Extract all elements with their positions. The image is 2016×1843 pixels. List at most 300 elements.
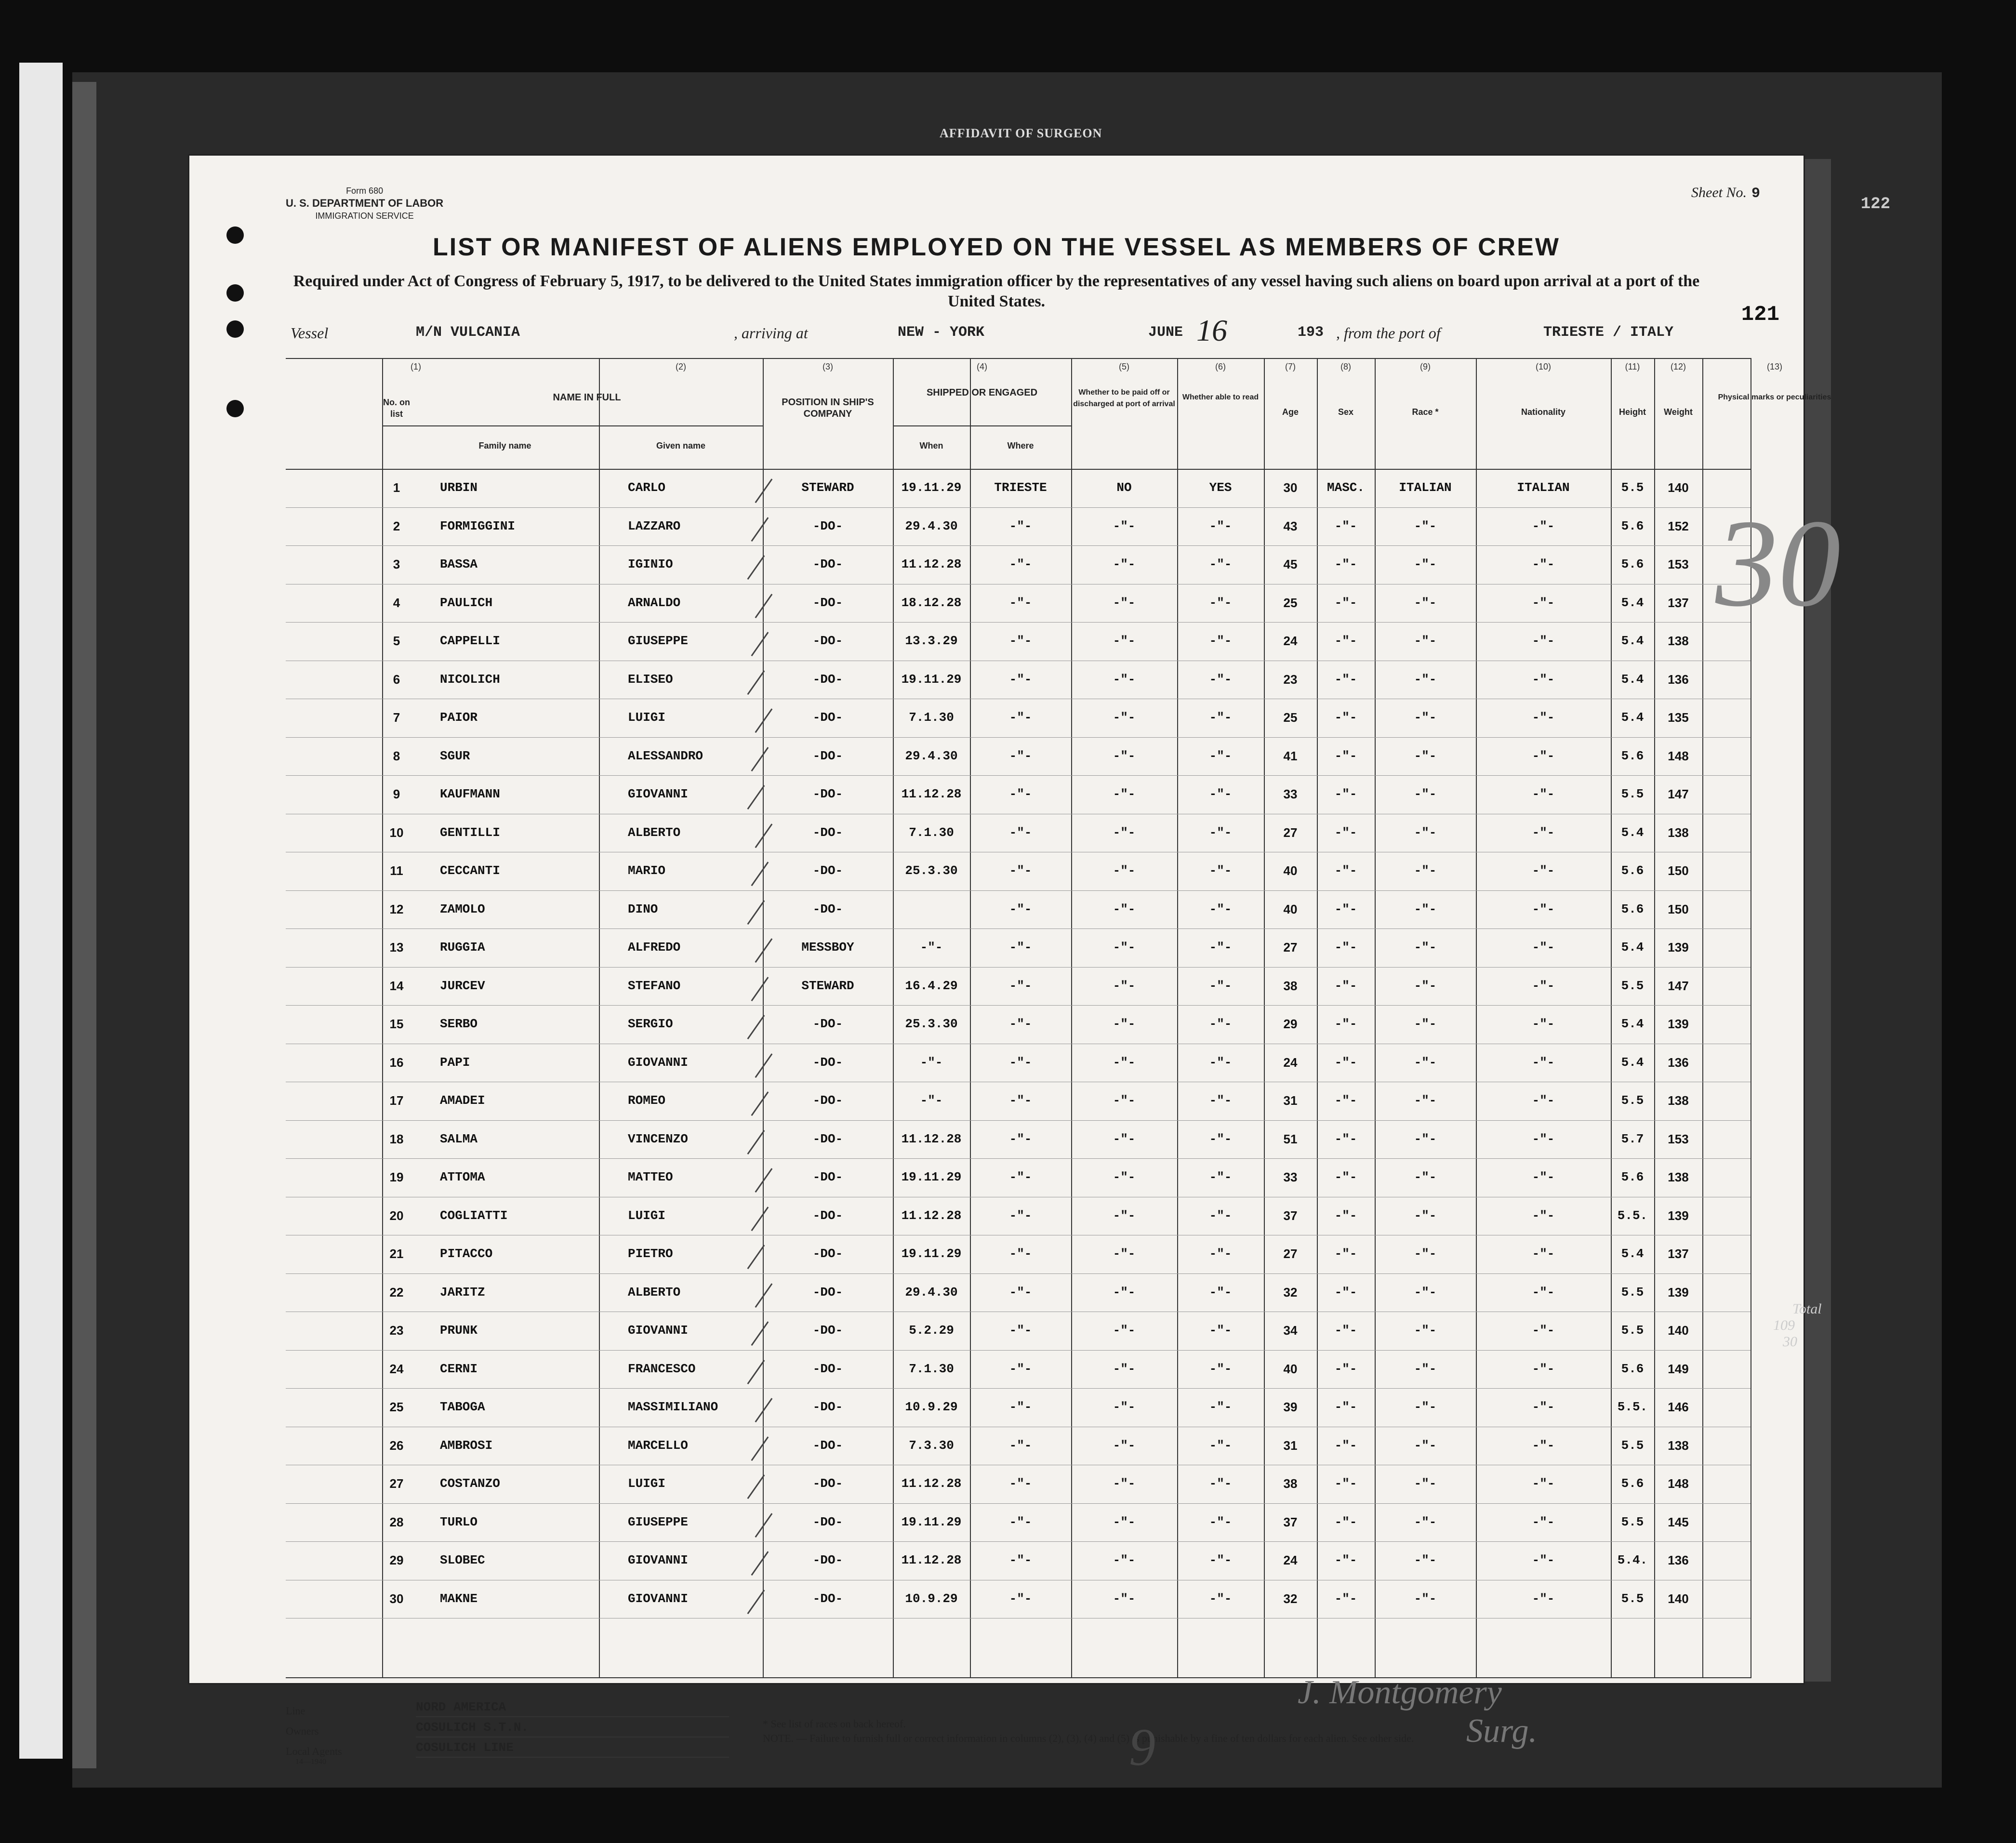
cell-paid: -"-	[1113, 748, 1136, 763]
cell-family: GENTILLI	[440, 825, 500, 840]
cell-height: 5.5.	[1617, 1400, 1648, 1414]
cell-family: SGUR	[440, 748, 470, 763]
cell-read: -"-	[1209, 1591, 1232, 1606]
cell-given: SERGIO	[628, 1017, 673, 1031]
cell-family: URBIN	[440, 480, 478, 495]
subheader-rule	[893, 425, 1071, 426]
cell-read: YES	[1209, 480, 1232, 495]
header-race: Race *	[1412, 407, 1439, 417]
cell-where: -"-	[1009, 787, 1032, 801]
cell-no: 15	[389, 1017, 404, 1031]
cell-race: -"-	[1414, 1438, 1437, 1453]
cell-given: DINO	[628, 902, 658, 916]
cell-sex: -"-	[1334, 634, 1357, 648]
cell-read: -"-	[1209, 978, 1232, 993]
cell-where: -"-	[1009, 1361, 1032, 1376]
cell-age: 32	[1283, 1285, 1298, 1299]
cell-age: 45	[1283, 557, 1298, 571]
header-rule	[286, 469, 1751, 470]
cell-no: 11	[390, 863, 403, 878]
cell-where: -"-	[1009, 1476, 1032, 1491]
cell-race: -"-	[1414, 1055, 1437, 1070]
cell-sex: -"-	[1334, 1400, 1357, 1414]
cell-position: -DO-	[812, 1208, 843, 1223]
cell-position: -DO-	[812, 1514, 843, 1529]
from-value: TRIESTE / ITALY	[1543, 324, 1674, 341]
cell-given: GIUSEPPE	[628, 634, 688, 648]
cell-paid: -"-	[1113, 672, 1136, 687]
cell-race: -"-	[1414, 748, 1437, 763]
cell-age: 31	[1283, 1438, 1298, 1453]
cell-position: -DO-	[812, 1131, 843, 1146]
line-value: NORD AMERICA	[416, 1700, 506, 1714]
cell-race: -"-	[1414, 863, 1437, 878]
cell-when: 7.1.30	[909, 825, 954, 840]
cell-paid: -"-	[1113, 1246, 1136, 1261]
column-number: (11)	[1625, 362, 1640, 371]
cell-position: -DO-	[812, 557, 843, 571]
cell-nat: -"-	[1532, 1323, 1555, 1338]
cell-read: -"-	[1209, 1285, 1232, 1299]
agents-label: Local Agents	[286, 1745, 342, 1757]
cell-nat: -"-	[1532, 863, 1555, 878]
punch-hole	[226, 320, 244, 338]
cell-age: 37	[1283, 1208, 1298, 1223]
cell-paid: -"-	[1113, 710, 1136, 725]
cell-race: -"-	[1414, 1591, 1437, 1606]
cell-paid: -"-	[1113, 1285, 1136, 1299]
cell-sex: -"-	[1334, 1055, 1357, 1070]
cell-when: 25.3.30	[905, 1017, 958, 1031]
cell-position: -DO-	[812, 672, 843, 687]
cell-no: 13	[389, 940, 404, 955]
cell-age: 39	[1283, 1400, 1298, 1414]
cell-sex: -"-	[1334, 1514, 1357, 1529]
cell-weight: 140	[1668, 480, 1689, 495]
cell-given: LAZZARO	[628, 518, 681, 533]
row-rule	[286, 507, 1751, 508]
vessel-line	[291, 313, 1760, 348]
page-title: LIST OR MANIFEST OF ALIENS EMPLOYED ON THE VESSEL AS MEMBERS OF CREW	[433, 233, 1560, 261]
punch-hole	[226, 226, 244, 244]
cell-no: 19	[389, 1170, 404, 1184]
cell-paid: -"-	[1113, 1514, 1136, 1529]
cell-nat: -"-	[1532, 1400, 1555, 1414]
cell-when: 7.1.30	[909, 710, 954, 725]
binding-edge	[72, 82, 96, 1768]
cell-family: SALMA	[440, 1131, 478, 1146]
agents-underline	[416, 1757, 729, 1758]
cell-weight: 147	[1668, 787, 1689, 801]
cell-when: 13.3.29	[905, 634, 958, 648]
cell-age: 34	[1283, 1323, 1298, 1338]
cell-age: 25	[1283, 710, 1298, 725]
cell-sex: -"-	[1334, 1017, 1357, 1031]
cell-race: -"-	[1414, 1553, 1437, 1567]
column-number: (8)	[1340, 362, 1351, 371]
row-rule	[286, 1350, 1751, 1351]
cell-age: 43	[1283, 518, 1298, 533]
cell-when: 29.4.30	[905, 1285, 958, 1299]
cell-where: -"-	[1009, 595, 1032, 610]
cell-height: 5.6	[1621, 518, 1644, 533]
cell-nat: -"-	[1532, 1361, 1555, 1376]
cell-when: -"-	[920, 940, 943, 955]
cell-race: -"-	[1414, 1208, 1437, 1223]
cell-position: -DO-	[812, 1553, 843, 1567]
cell-weight: 147	[1668, 978, 1689, 993]
cell-nat: -"-	[1532, 787, 1555, 801]
subheader-rule	[382, 425, 763, 426]
cell-weight: 137	[1668, 1246, 1689, 1261]
cell-where: -"-	[1009, 557, 1032, 571]
cell-where: -"-	[1009, 1208, 1032, 1223]
header-height: Height	[1619, 407, 1646, 417]
cell-when: 18.12.28	[901, 595, 962, 610]
cell-age: 31	[1283, 1093, 1298, 1108]
cell-age: 40	[1283, 902, 1298, 916]
cell-read: -"-	[1209, 1017, 1232, 1031]
cell-sex: -"-	[1334, 518, 1357, 533]
cell-age: 38	[1283, 978, 1298, 993]
cell-race: -"-	[1414, 1246, 1437, 1261]
agents-value: COSULICH LINE	[416, 1740, 514, 1755]
header-where: Where	[1007, 441, 1034, 451]
cell-nat: -"-	[1532, 1591, 1555, 1606]
cell-age: 24	[1283, 1055, 1298, 1070]
cell-read: -"-	[1209, 1170, 1232, 1184]
header-rule	[286, 358, 1751, 359]
cell-sex: -"-	[1334, 902, 1357, 916]
cell-nat: -"-	[1532, 1131, 1555, 1146]
cell-nat: -"-	[1532, 1476, 1555, 1491]
cell-race: -"-	[1414, 787, 1437, 801]
pencil-mark: 9	[1129, 1718, 1155, 1777]
cell-weight: 139	[1668, 940, 1689, 955]
cell-height: 5.4	[1621, 1017, 1644, 1031]
cell-weight: 136	[1668, 1553, 1689, 1567]
cell-no: 29	[389, 1553, 404, 1567]
cell-position: -DO-	[812, 748, 843, 763]
cell-no: 30	[389, 1591, 404, 1606]
cell-sex: -"-	[1334, 787, 1357, 801]
cell-race: -"-	[1414, 1323, 1437, 1338]
cell-weight: 153	[1668, 557, 1689, 571]
cell-given: GIOVANNI	[628, 1591, 688, 1606]
vessel-label: Vessel	[291, 324, 329, 342]
cell-age: 33	[1283, 787, 1298, 801]
cell-given: IGINIO	[628, 557, 673, 571]
cell-when: 10.9.29	[905, 1400, 958, 1414]
cell-when: 11.12.28	[901, 557, 962, 571]
cell-age: 51	[1283, 1131, 1298, 1146]
row-rule	[286, 928, 1751, 929]
cell-where: -"-	[1009, 1553, 1032, 1567]
cell-race: -"-	[1414, 902, 1437, 916]
service-name: IMMIGRATION SERVICE	[315, 211, 414, 221]
cell-position: -DO-	[812, 1591, 843, 1606]
cell-weight: 153	[1668, 1131, 1689, 1146]
cell-height: 5.6	[1621, 902, 1644, 916]
cell-position: -DO-	[812, 1093, 843, 1108]
cell-position: -DO-	[812, 1055, 843, 1070]
cell-when: -"-	[920, 1055, 943, 1070]
cell-family: RUGGIA	[440, 940, 485, 955]
cell-given: ALBERTO	[628, 825, 681, 840]
cell-position: -DO-	[812, 1438, 843, 1453]
line-label: Line	[286, 1705, 305, 1717]
cell-nat: -"-	[1532, 1093, 1555, 1108]
date-month: JUNE	[1148, 324, 1183, 341]
cell-nat: -"-	[1532, 595, 1555, 610]
cell-nat: -"-	[1532, 1285, 1555, 1299]
cell-weight: 138	[1668, 1438, 1689, 1453]
cell-height: 5.4	[1621, 634, 1644, 648]
cell-age: 23	[1283, 672, 1298, 687]
cell-race: -"-	[1414, 940, 1437, 955]
cell-where: -"-	[1009, 748, 1032, 763]
cell-paid: -"-	[1113, 1017, 1136, 1031]
cell-sex: -"-	[1334, 978, 1357, 993]
cell-sex: -"-	[1334, 710, 1357, 725]
cell-when: 5.2.29	[909, 1323, 954, 1338]
cell-when: 11.12.28	[901, 1476, 962, 1491]
cell-no: 2	[393, 518, 400, 533]
cell-nat: -"-	[1532, 748, 1555, 763]
cell-position: -DO-	[812, 1400, 843, 1414]
form-code: 14—1940	[295, 1758, 326, 1766]
affidavit-heading: AFFIDAVIT OF SURGEON	[940, 126, 1102, 140]
header-when: When	[919, 441, 943, 451]
cell-where: -"-	[1009, 825, 1032, 840]
cell-family: PAPI	[440, 1055, 470, 1070]
cell-sex: -"-	[1334, 825, 1357, 840]
owners-label: Owners	[286, 1725, 319, 1737]
cell-sex: -"-	[1334, 940, 1357, 955]
vessel-value: M/N VULCANIA	[416, 324, 520, 341]
cell-read: -"-	[1209, 1055, 1232, 1070]
cell-sex: -"-	[1334, 1208, 1357, 1223]
cell-sex: -"-	[1334, 557, 1357, 571]
cell-given: STEFANO	[628, 978, 681, 993]
cell-where: -"-	[1009, 634, 1032, 648]
cell-race: ITALIAN	[1399, 480, 1452, 495]
cell-nat: -"-	[1532, 1246, 1555, 1261]
cell-nat: -"-	[1532, 1438, 1555, 1453]
cell-given: VINCENZO	[628, 1131, 688, 1146]
cell-no: 16	[389, 1055, 404, 1070]
stamped-number: 121	[1741, 303, 1779, 327]
cell-position: -DO-	[812, 787, 843, 801]
column-number: (10)	[1535, 362, 1551, 371]
cell-position: -DO-	[812, 1323, 843, 1338]
cell-where: -"-	[1009, 1323, 1032, 1338]
cell-read: -"-	[1209, 1553, 1232, 1567]
cell-no: 25	[389, 1400, 404, 1414]
cell-where: -"-	[1009, 1514, 1032, 1529]
cell-when: 11.12.28	[901, 1208, 962, 1223]
cell-sex: -"-	[1334, 1170, 1357, 1184]
row-rule	[286, 545, 1751, 546]
cell-paid: -"-	[1113, 1208, 1136, 1223]
cell-where: -"-	[1009, 940, 1032, 955]
cell-nat: -"-	[1532, 978, 1555, 993]
cell-family: PITACCO	[440, 1246, 493, 1261]
cell-given: MATTEO	[628, 1170, 673, 1184]
cell-read: -"-	[1209, 672, 1232, 687]
cell-sex: -"-	[1334, 1438, 1357, 1453]
header-physical: Physical marks or peculiarities	[1718, 393, 1831, 401]
cell-when: 19.11.29	[901, 672, 962, 687]
cell-read: -"-	[1209, 1246, 1232, 1261]
cell-family: CECCANTI	[440, 863, 500, 878]
cell-nat: -"-	[1532, 940, 1555, 955]
cell-paid: -"-	[1113, 787, 1136, 801]
cell-given: CARLO	[628, 480, 666, 495]
column-rule	[1702, 358, 1703, 1678]
cell-given: ARNALDO	[628, 595, 681, 610]
cell-read: -"-	[1209, 518, 1232, 533]
cell-when: 19.11.29	[901, 1170, 962, 1184]
cell-when: 10.9.29	[905, 1591, 958, 1606]
row-rule	[286, 1541, 1751, 1542]
cell-race: -"-	[1414, 518, 1437, 533]
cell-given: FRANCESCO	[628, 1361, 696, 1376]
header-name-in-full: NAME IN FULL	[553, 392, 621, 403]
from-label: , from the port of	[1336, 324, 1441, 342]
column-number: (5)	[1119, 362, 1129, 371]
cell-weight: 149	[1668, 1361, 1689, 1376]
cell-position: -DO-	[812, 1361, 843, 1376]
cell-weight: 146	[1668, 1400, 1689, 1414]
cell-where: -"-	[1009, 1591, 1032, 1606]
cell-weight: 136	[1668, 672, 1689, 687]
cell-no: 17	[389, 1093, 404, 1108]
corner-page-number: 122	[1860, 195, 1890, 213]
cell-position: -DO-	[812, 1246, 843, 1261]
cell-family: COSTANZO	[440, 1476, 500, 1491]
cell-read: -"-	[1209, 1438, 1232, 1453]
cell-given: PIETRO	[628, 1246, 673, 1261]
cell-height: 5.7	[1621, 1131, 1644, 1146]
cell-when: -"-	[920, 1093, 943, 1108]
cell-height: 5.5	[1621, 1285, 1644, 1299]
cell-sex: -"-	[1334, 1476, 1357, 1491]
row-rule	[286, 890, 1751, 891]
line-underline	[416, 1716, 729, 1717]
cell-read: -"-	[1209, 787, 1232, 801]
cell-when: 19.11.29	[901, 480, 962, 495]
row-rule	[286, 1388, 1751, 1389]
row-rule	[286, 737, 1751, 738]
cell-where: -"-	[1009, 1170, 1032, 1184]
cell-no: 10	[389, 825, 404, 840]
cell-position: -DO-	[812, 518, 843, 533]
races-note: * See list of races on back hereof.	[763, 1718, 906, 1730]
cell-no: 14	[389, 978, 404, 993]
cell-position: -DO-	[812, 1476, 843, 1491]
cell-no: 7	[393, 710, 400, 725]
cell-height: 5.4	[1621, 710, 1644, 725]
cell-nat: -"-	[1532, 518, 1555, 533]
cell-when: 7.1.30	[909, 1361, 954, 1376]
row-rule	[286, 622, 1751, 623]
cell-read: -"-	[1209, 1323, 1232, 1338]
cell-race: -"-	[1414, 672, 1437, 687]
cell-family: FORMIGGINI	[440, 518, 516, 533]
cell-family: AMADEI	[440, 1093, 485, 1108]
cell-when: 25.3.30	[905, 863, 958, 878]
header-no-on-list: No. on list	[383, 398, 410, 419]
cell-paid: -"-	[1113, 1553, 1136, 1567]
cell-age: 38	[1283, 1476, 1298, 1491]
cell-race: -"-	[1414, 710, 1437, 725]
arriving-value: NEW - YORK	[898, 324, 985, 341]
cell-no: 6	[393, 672, 400, 687]
cell-when: 16.4.29	[905, 978, 958, 993]
cell-where: -"-	[1009, 710, 1032, 725]
punch-hole	[226, 284, 244, 302]
cell-weight: 138	[1668, 1093, 1689, 1108]
cell-read: -"-	[1209, 1514, 1232, 1529]
header-given-name: Given name	[656, 441, 706, 451]
signature-title: Surg.	[1466, 1712, 1538, 1750]
cell-paid: -"-	[1113, 518, 1136, 533]
cell-where: -"-	[1009, 1093, 1032, 1108]
cell-given: ALESSANDRO	[628, 748, 703, 763]
cell-family: TURLO	[440, 1514, 478, 1529]
header-nationality: Nationality	[1521, 407, 1565, 417]
form-identifier	[286, 185, 443, 222]
cell-race: -"-	[1414, 1093, 1437, 1108]
cell-position: STEWARD	[801, 978, 854, 993]
cell-race: -"-	[1414, 1017, 1437, 1031]
cell-family: MAKNE	[440, 1591, 478, 1606]
cell-no: 4	[393, 595, 400, 610]
cell-nat: -"-	[1532, 634, 1555, 648]
cell-read: -"-	[1209, 595, 1232, 610]
cell-read: -"-	[1209, 825, 1232, 840]
cell-race: -"-	[1414, 1285, 1437, 1299]
tally-value-1: 109	[1773, 1317, 1795, 1333]
cell-given: GIOVANNI	[628, 1055, 688, 1070]
cell-height: 5.4	[1621, 1055, 1644, 1070]
cell-where: -"-	[1009, 1017, 1032, 1031]
cell-given: ROMEO	[628, 1093, 666, 1108]
cell-nat: -"-	[1532, 1514, 1555, 1529]
cell-race: -"-	[1414, 1361, 1437, 1376]
cell-where: -"-	[1009, 1131, 1032, 1146]
cell-weight: 152	[1668, 518, 1689, 533]
row-rule	[286, 1273, 1751, 1274]
cell-read: -"-	[1209, 1361, 1232, 1376]
binder-strip-left	[19, 63, 63, 1759]
cell-age: 27	[1283, 940, 1298, 955]
cell-paid: -"-	[1113, 1055, 1136, 1070]
margin-number: 30	[1715, 494, 1841, 633]
cell-nat: -"-	[1532, 1170, 1555, 1184]
cell-sex: -"-	[1334, 1553, 1357, 1567]
cell-weight: 137	[1668, 595, 1689, 610]
cell-family: BASSA	[440, 557, 478, 571]
cell-family: SLOBEC	[440, 1553, 485, 1567]
cell-age: 32	[1283, 1591, 1298, 1606]
cell-read: -"-	[1209, 940, 1232, 955]
cell-nat: -"-	[1532, 1553, 1555, 1567]
cell-read: -"-	[1209, 1208, 1232, 1223]
column-number: (4)	[977, 362, 987, 371]
cell-when: 11.12.28	[901, 787, 962, 801]
